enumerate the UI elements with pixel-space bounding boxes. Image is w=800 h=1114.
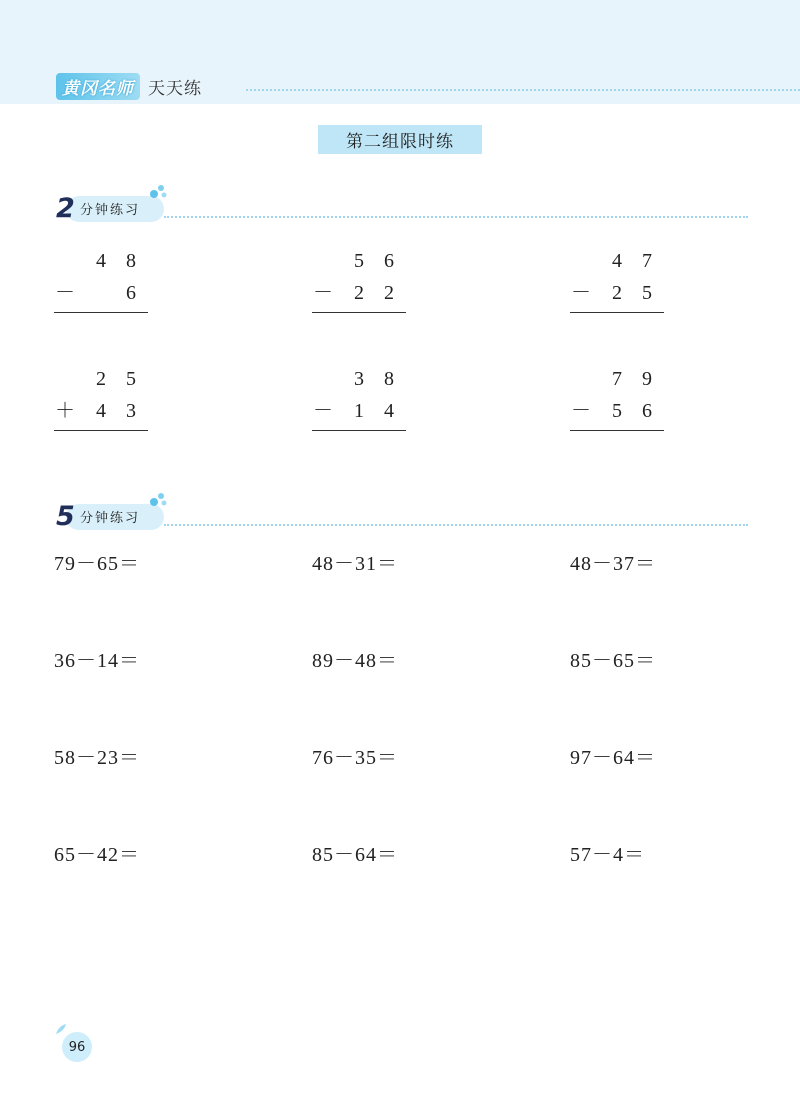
digit: 1 [354, 400, 364, 422]
digit: 6 [126, 282, 136, 304]
operator: － [55, 282, 75, 304]
digit: 9 [642, 368, 652, 390]
answer-line [54, 312, 148, 313]
vertical-problem [570, 248, 664, 318]
digit: 4 [612, 250, 622, 272]
equation: 76－35＝ [312, 747, 398, 769]
section-label: 分钟练习 [80, 203, 141, 218]
vertical-problem [570, 366, 664, 436]
digit: 7 [612, 368, 622, 390]
section-heading-5min [56, 502, 756, 532]
answer-line [312, 430, 406, 431]
equation: 85－64＝ [312, 844, 398, 866]
answer-line [570, 430, 664, 431]
digit: 7 [642, 250, 652, 272]
section-heading-2min [56, 194, 756, 224]
equation: 58－23＝ [54, 747, 140, 769]
equation: 89－48＝ [312, 650, 398, 672]
equation: 36－14＝ [54, 650, 140, 672]
digit: 3 [126, 400, 136, 422]
section-label: 分钟练习 [80, 511, 141, 526]
splash-icon [148, 490, 168, 510]
vertical-problem [54, 248, 148, 318]
leaf-icon [54, 1022, 68, 1036]
answer-line [54, 430, 148, 431]
equation: 85－65＝ [570, 650, 656, 672]
header-band [0, 0, 800, 104]
digit: 8 [126, 250, 136, 272]
vertical-problem [312, 366, 406, 436]
answer-line [570, 312, 664, 313]
brand-subtitle: 天天练 [148, 78, 202, 99]
digit: 4 [96, 400, 106, 422]
splash-icon [148, 182, 168, 202]
operator: － [313, 282, 333, 304]
digit: 8 [384, 368, 394, 390]
page-number: 96 [62, 1032, 92, 1062]
digit: 2 [96, 368, 106, 390]
vertical-problem [54, 366, 148, 436]
digit: 2 [612, 282, 622, 304]
digit: 2 [384, 282, 394, 304]
digit: 4 [384, 400, 394, 422]
digit: 2 [354, 282, 364, 304]
operator: ＋ [55, 400, 75, 422]
operator: － [571, 400, 591, 422]
section-number: 2 [56, 193, 75, 224]
digit: 4 [96, 250, 106, 272]
digit: 5 [642, 282, 652, 304]
equation: 97－64＝ [570, 747, 656, 769]
answer-line [312, 312, 406, 313]
section-dotted-rule [164, 524, 748, 526]
digit: 6 [384, 250, 394, 272]
equation: 48－31＝ [312, 553, 398, 575]
vertical-problem [312, 248, 406, 318]
digit: 5 [612, 400, 622, 422]
digit: 5 [354, 250, 364, 272]
operator: － [571, 282, 591, 304]
equation: 48－37＝ [570, 553, 656, 575]
equation: 79－65＝ [54, 553, 140, 575]
equation: 57－4＝ [570, 844, 645, 866]
digit: 3 [354, 368, 364, 390]
section-number: 5 [56, 501, 75, 532]
brand [56, 74, 202, 98]
section-dotted-rule [164, 216, 748, 218]
digit: 6 [642, 400, 652, 422]
page-title: 第二组限时练 [318, 125, 482, 154]
brand-logo: 黄冈名师 [56, 73, 140, 100]
equation: 65－42＝ [54, 844, 140, 866]
header-dotted-rule [246, 89, 800, 91]
digit: 5 [126, 368, 136, 390]
operator: － [313, 400, 333, 422]
